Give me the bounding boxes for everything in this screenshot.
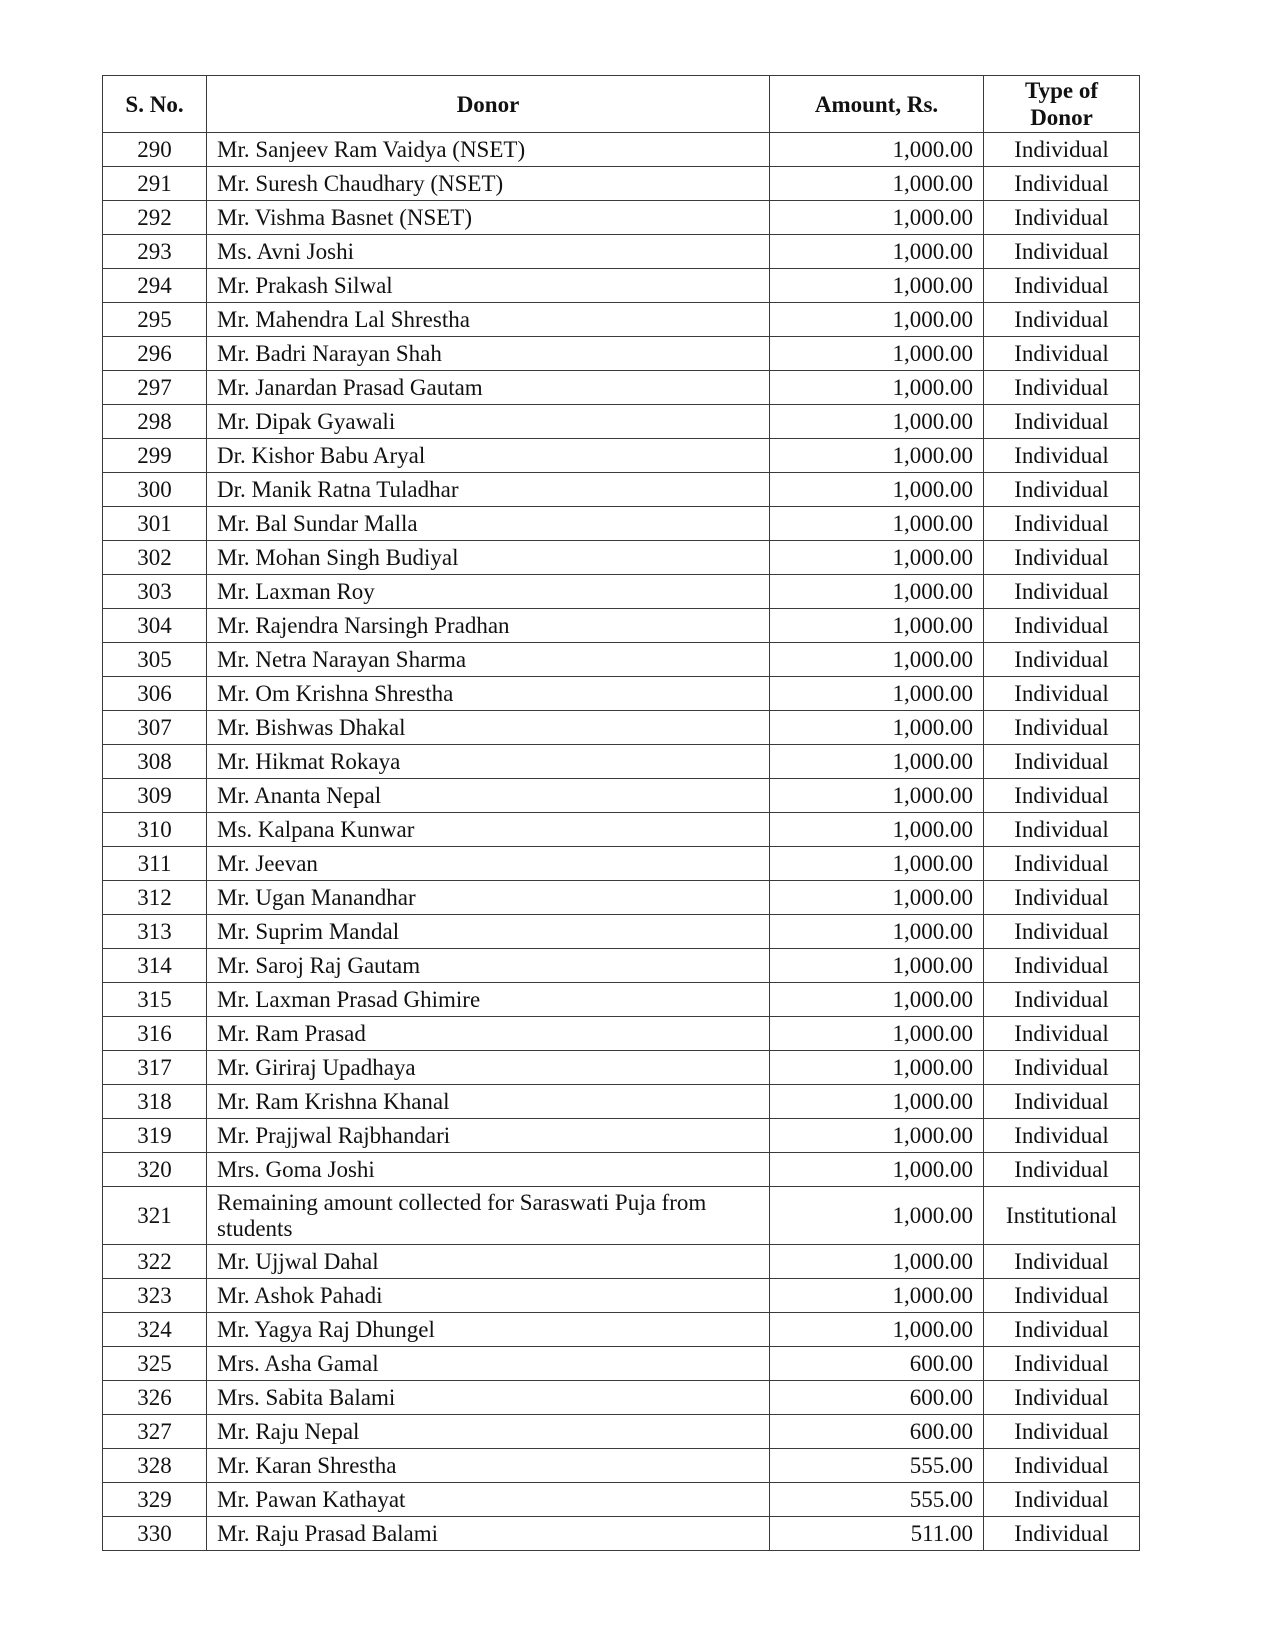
row-donor: Mr. Janardan Prasad Gautam <box>207 371 770 405</box>
row-donor: Mr. Raju Nepal <box>207 1415 770 1449</box>
row-type: Individual <box>984 201 1140 235</box>
row-donor: Mr. Karan Shrestha <box>207 1449 770 1483</box>
table-row <box>103 711 1140 745</box>
row-sno: 320 <box>103 1153 207 1187</box>
row-sno: 313 <box>103 915 207 949</box>
table-row <box>103 745 1140 779</box>
row-type: Individual <box>984 779 1140 813</box>
row-type: Individual <box>984 711 1140 745</box>
row-type: Individual <box>984 1017 1140 1051</box>
row-type: Individual <box>984 1449 1140 1483</box>
row-sno: 305 <box>103 643 207 677</box>
table-row <box>103 915 1140 949</box>
row-sno: 291 <box>103 167 207 201</box>
table-row <box>103 1245 1140 1279</box>
row-type: Individual <box>984 949 1140 983</box>
row-donor: Mrs. Goma Joshi <box>207 1153 770 1187</box>
row-amount: 1,000.00 <box>770 303 984 337</box>
table-row <box>103 1347 1140 1381</box>
row-amount: 1,000.00 <box>770 133 984 167</box>
row-type: Individual <box>984 813 1140 847</box>
table-row <box>103 1051 1140 1085</box>
row-amount: 1,000.00 <box>770 1245 984 1279</box>
row-donor: Mr. Vishma Basnet (NSET) <box>207 201 770 235</box>
header-row <box>103 76 1140 133</box>
row-donor: Mr. Dipak Gyawali <box>207 405 770 439</box>
header-type-line1: Type of <box>1024 78 1099 103</box>
table-row <box>103 813 1140 847</box>
table-row <box>103 133 1140 167</box>
row-amount: 1,000.00 <box>770 1187 984 1245</box>
row-type: Individual <box>984 439 1140 473</box>
row-sno: 317 <box>103 1051 207 1085</box>
row-donor: Mr. Ram Prasad <box>207 1017 770 1051</box>
row-sno: 323 <box>103 1279 207 1313</box>
row-sno: 315 <box>103 983 207 1017</box>
row-donor: Mr. Netra Narayan Sharma <box>207 643 770 677</box>
table-row <box>103 779 1140 813</box>
row-donor: Remaining amount collected for Saraswati Puja from students <box>207 1187 770 1245</box>
row-amount: 1,000.00 <box>770 337 984 371</box>
row-sno: 312 <box>103 881 207 915</box>
row-type: Individual <box>984 1517 1140 1551</box>
row-donor: Mr. Rajendra Narsingh Pradhan <box>207 609 770 643</box>
row-sno: 300 <box>103 473 207 507</box>
table-row <box>103 473 1140 507</box>
row-donor: Ms. Kalpana Kunwar <box>207 813 770 847</box>
row-sno: 309 <box>103 779 207 813</box>
row-donor: Mr. Raju Prasad Balami <box>207 1517 770 1551</box>
row-type: Individual <box>984 677 1140 711</box>
row-type: Individual <box>984 575 1140 609</box>
row-type: Individual <box>984 1051 1140 1085</box>
table-row <box>103 1119 1140 1153</box>
row-amount: 600.00 <box>770 1381 984 1415</box>
row-amount: 1,000.00 <box>770 1153 984 1187</box>
row-type: Individual <box>984 337 1140 371</box>
row-type: Individual <box>984 915 1140 949</box>
row-sno: 327 <box>103 1415 207 1449</box>
row-donor: Mrs. Sabita Balami <box>207 1381 770 1415</box>
row-donor: Mr. Ram Krishna Khanal <box>207 1085 770 1119</box>
row-donor: Mr. Hikmat Rokaya <box>207 745 770 779</box>
row-donor: Mrs. Asha Gamal <box>207 1347 770 1381</box>
row-sno: 330 <box>103 1517 207 1551</box>
row-type: Individual <box>984 371 1140 405</box>
table-row <box>103 1313 1140 1347</box>
row-donor: Mr. Sanjeev Ram Vaidya (NSET) <box>207 133 770 167</box>
table-row <box>103 1381 1140 1415</box>
row-donor: Mr. Suprim Mandal <box>207 915 770 949</box>
table-row <box>103 983 1140 1017</box>
row-amount: 1,000.00 <box>770 1051 984 1085</box>
row-donor: Mr. Saroj Raj Gautam <box>207 949 770 983</box>
row-amount: 555.00 <box>770 1449 984 1483</box>
table-row <box>103 1153 1140 1187</box>
row-donor: Dr. Manik Ratna Tuladhar <box>207 473 770 507</box>
row-donor: Mr. Laxman Prasad Ghimire <box>207 983 770 1017</box>
header-donor: Donor <box>207 76 770 133</box>
row-donor: Mr. Ananta Nepal <box>207 779 770 813</box>
row-amount: 1,000.00 <box>770 949 984 983</box>
row-donor: Mr. Prakash Silwal <box>207 269 770 303</box>
table-row <box>103 541 1140 575</box>
row-donor: Mr. Bishwas Dhakal <box>207 711 770 745</box>
row-type: Individual <box>984 1415 1140 1449</box>
row-sno: 316 <box>103 1017 207 1051</box>
row-amount: 1,000.00 <box>770 473 984 507</box>
row-sno: 311 <box>103 847 207 881</box>
row-sno: 314 <box>103 949 207 983</box>
row-amount: 1,000.00 <box>770 1119 984 1153</box>
row-sno: 329 <box>103 1483 207 1517</box>
table-row <box>103 677 1140 711</box>
table-row <box>103 507 1140 541</box>
table-body <box>103 133 1140 1551</box>
row-sno: 303 <box>103 575 207 609</box>
row-type: Individual <box>984 1245 1140 1279</box>
row-amount: 1,000.00 <box>770 813 984 847</box>
row-type: Individual <box>984 405 1140 439</box>
row-sno: 319 <box>103 1119 207 1153</box>
row-donor: Mr. Jeevan <box>207 847 770 881</box>
row-type: Individual <box>984 1279 1140 1313</box>
row-donor: Mr. Suresh Chaudhary (NSET) <box>207 167 770 201</box>
row-amount: 1,000.00 <box>770 575 984 609</box>
row-type: Individual <box>984 1119 1140 1153</box>
row-amount: 1,000.00 <box>770 269 984 303</box>
row-sno: 298 <box>103 405 207 439</box>
table-header <box>103 76 1140 133</box>
row-sno: 299 <box>103 439 207 473</box>
row-type: Individual <box>984 235 1140 269</box>
row-type: Individual <box>984 847 1140 881</box>
row-sno: 297 <box>103 371 207 405</box>
row-amount: 1,000.00 <box>770 405 984 439</box>
table-row <box>103 1085 1140 1119</box>
row-amount: 511.00 <box>770 1517 984 1551</box>
table-row <box>103 439 1140 473</box>
row-amount: 1,000.00 <box>770 711 984 745</box>
row-sno: 295 <box>103 303 207 337</box>
row-donor: Mr. Prajjwal Rajbhandari <box>207 1119 770 1153</box>
row-donor: Mr. Yagya Raj Dhungel <box>207 1313 770 1347</box>
row-type: Individual <box>984 745 1140 779</box>
row-amount: 1,000.00 <box>770 1017 984 1051</box>
table-row <box>103 1517 1140 1551</box>
row-amount: 1,000.00 <box>770 167 984 201</box>
row-amount: 1,000.00 <box>770 983 984 1017</box>
row-sno: 294 <box>103 269 207 303</box>
row-donor: Mr. Ugan Manandhar <box>207 881 770 915</box>
row-donor: Mr. Giriraj Upadhaya <box>207 1051 770 1085</box>
row-donor: Mr. Laxman Roy <box>207 575 770 609</box>
row-sno: 318 <box>103 1085 207 1119</box>
table-row <box>103 949 1140 983</box>
row-donor: Mr. Ashok Pahadi <box>207 1279 770 1313</box>
table-row <box>103 405 1140 439</box>
row-amount: 1,000.00 <box>770 881 984 915</box>
table-row <box>103 269 1140 303</box>
row-sno: 322 <box>103 1245 207 1279</box>
row-type: Individual <box>984 609 1140 643</box>
row-amount: 600.00 <box>770 1415 984 1449</box>
table-row <box>103 167 1140 201</box>
row-amount: 1,000.00 <box>770 507 984 541</box>
row-amount: 1,000.00 <box>770 1313 984 1347</box>
row-amount: 1,000.00 <box>770 847 984 881</box>
row-amount: 1,000.00 <box>770 541 984 575</box>
row-type: Individual <box>984 473 1140 507</box>
row-sno: 290 <box>103 133 207 167</box>
table-row <box>103 303 1140 337</box>
row-donor: Mr. Badri Narayan Shah <box>207 337 770 371</box>
row-type: Individual <box>984 983 1140 1017</box>
table-row <box>103 1187 1140 1245</box>
row-donor: Ms. Avni Joshi <box>207 235 770 269</box>
row-type: Individual <box>984 303 1140 337</box>
table-row <box>103 847 1140 881</box>
header-type <box>984 76 1140 133</box>
table-row <box>103 1017 1140 1051</box>
header-type-line2: Donor <box>1030 105 1093 130</box>
table-row <box>103 371 1140 405</box>
row-sno: 293 <box>103 235 207 269</box>
row-type: Individual <box>984 507 1140 541</box>
row-sno: 296 <box>103 337 207 371</box>
row-sno: 324 <box>103 1313 207 1347</box>
row-donor: Mr. Bal Sundar Malla <box>207 507 770 541</box>
row-type: Individual <box>984 133 1140 167</box>
row-donor: Mr. Ujjwal Dahal <box>207 1245 770 1279</box>
row-amount: 555.00 <box>770 1483 984 1517</box>
table-row <box>103 643 1140 677</box>
table-row <box>103 1279 1140 1313</box>
row-amount: 1,000.00 <box>770 439 984 473</box>
row-sno: 321 <box>103 1187 207 1245</box>
table-row <box>103 881 1140 915</box>
row-type: Individual <box>984 881 1140 915</box>
donor-table <box>102 75 1140 1551</box>
row-sno: 302 <box>103 541 207 575</box>
row-amount: 1,000.00 <box>770 677 984 711</box>
row-sno: 292 <box>103 201 207 235</box>
row-amount: 1,000.00 <box>770 371 984 405</box>
table-row <box>103 575 1140 609</box>
row-type: Individual <box>984 643 1140 677</box>
row-amount: 600.00 <box>770 1347 984 1381</box>
row-donor: Mr. Mahendra Lal Shrestha <box>207 303 770 337</box>
table-row <box>103 609 1140 643</box>
row-amount: 1,000.00 <box>770 1279 984 1313</box>
table-row <box>103 201 1140 235</box>
row-sno: 301 <box>103 507 207 541</box>
header-sno: S. No. <box>103 76 207 133</box>
row-amount: 1,000.00 <box>770 643 984 677</box>
row-amount: 1,000.00 <box>770 745 984 779</box>
row-donor: Mr. Om Krishna Shrestha <box>207 677 770 711</box>
row-type: Individual <box>984 1347 1140 1381</box>
row-type: Individual <box>984 167 1140 201</box>
table-row <box>103 235 1140 269</box>
row-amount: 1,000.00 <box>770 1085 984 1119</box>
row-amount: 1,000.00 <box>770 201 984 235</box>
row-sno: 306 <box>103 677 207 711</box>
row-type: Individual <box>984 1085 1140 1119</box>
row-amount: 1,000.00 <box>770 915 984 949</box>
row-sno: 325 <box>103 1347 207 1381</box>
row-sno: 310 <box>103 813 207 847</box>
table-row <box>103 1415 1140 1449</box>
row-type: Individual <box>984 1313 1140 1347</box>
row-donor: Mr. Mohan Singh Budiyal <box>207 541 770 575</box>
row-sno: 308 <box>103 745 207 779</box>
row-sno: 328 <box>103 1449 207 1483</box>
row-sno: 304 <box>103 609 207 643</box>
row-sno: 326 <box>103 1381 207 1415</box>
row-donor: Dr. Kishor Babu Aryal <box>207 439 770 473</box>
table-row <box>103 337 1140 371</box>
table-row <box>103 1483 1140 1517</box>
row-type: Individual <box>984 1483 1140 1517</box>
row-type: Individual <box>984 1153 1140 1187</box>
row-donor: Mr. Pawan Kathayat <box>207 1483 770 1517</box>
row-type: Institutional <box>984 1187 1140 1245</box>
table-row <box>103 1449 1140 1483</box>
row-type: Individual <box>984 269 1140 303</box>
row-amount: 1,000.00 <box>770 779 984 813</box>
row-sno: 307 <box>103 711 207 745</box>
header-amount: Amount, Rs. <box>770 76 984 133</box>
row-amount: 1,000.00 <box>770 235 984 269</box>
row-amount: 1,000.00 <box>770 609 984 643</box>
row-type: Individual <box>984 541 1140 575</box>
row-type: Individual <box>984 1381 1140 1415</box>
